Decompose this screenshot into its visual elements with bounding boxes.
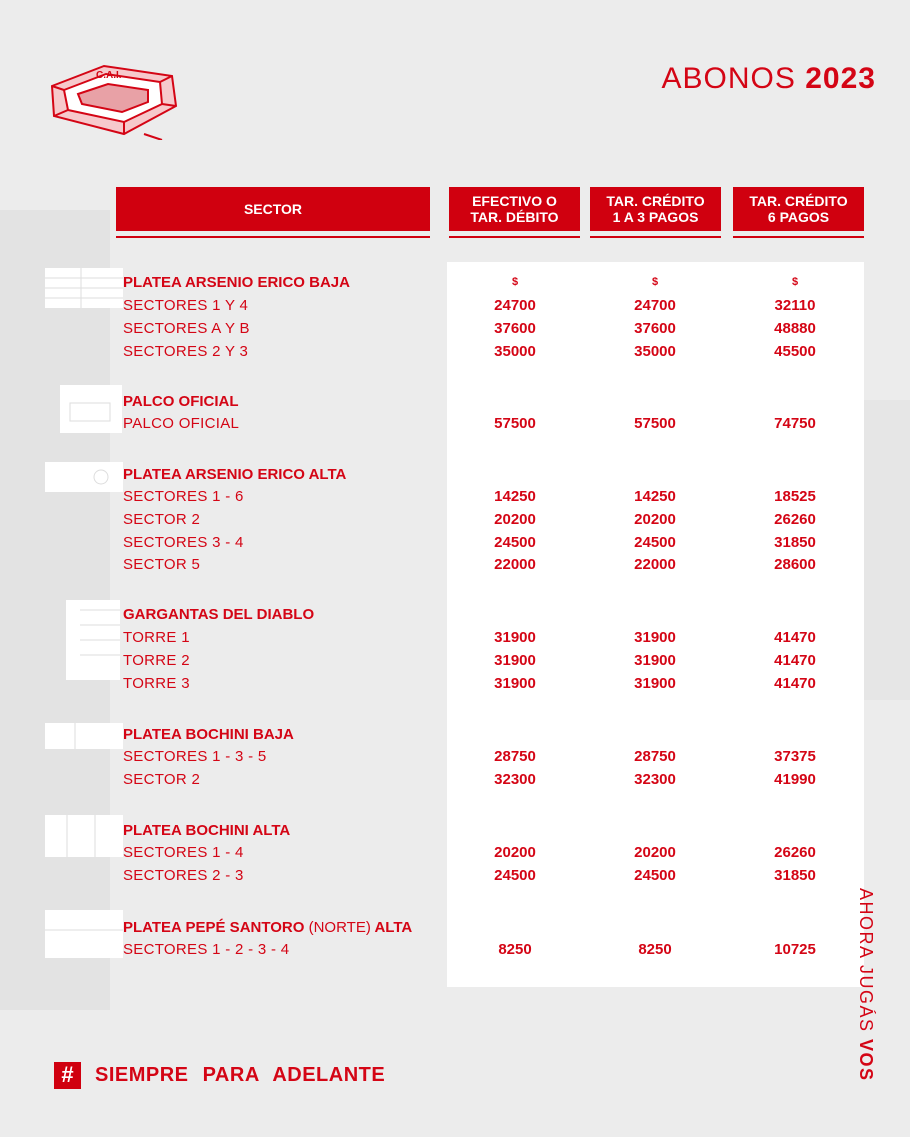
price-efectivo: 24500 (494, 534, 536, 551)
currency-symbol: $ (511, 276, 519, 288)
price-credito-6: 41470 (774, 652, 816, 669)
price-efectivo: 31900 (494, 675, 536, 692)
price-credito-6: 48880 (774, 320, 816, 337)
svg-text:C.A.I.: C.A.I. (96, 70, 122, 81)
row-label: SECTOR 2 (123, 511, 201, 528)
row-label: SECTORES 1 - 3 - 5 (123, 748, 267, 765)
price-credito-3: 20200 (634, 511, 676, 528)
price-efectivo: 14250 (494, 488, 536, 505)
price-credito-3: 28750 (634, 748, 676, 765)
sector-diagram (45, 910, 125, 965)
price-credito-6: 41470 (774, 629, 816, 646)
sector-diagram (45, 462, 125, 499)
column-header-credito-3: TAR. CRÉDITO 1 A 3 PAGOS (590, 187, 721, 231)
footer-slogan (54, 1062, 385, 1088)
price-efectivo: 24500 (494, 867, 536, 884)
section-title: PLATEA BOCHINI ALTA (123, 822, 291, 839)
section-title: GARGANTAS DEL DIABLO (123, 606, 315, 623)
row-label: SECTORES 3 - 4 (123, 534, 244, 551)
sector-diagram (66, 600, 122, 687)
price-credito-6: 37375 (774, 748, 816, 765)
row-label: SECTORES 1 Y 4 (123, 297, 249, 314)
divider (590, 236, 721, 238)
price-credito-3: 57500 (634, 415, 676, 432)
stadium-logo (44, 56, 182, 140)
row-label: TORRE 1 (123, 629, 190, 646)
price-efectivo: 32300 (494, 771, 536, 788)
price-credito-3: 22000 (634, 556, 676, 573)
hashtag-icon: # (54, 1062, 81, 1089)
row-label: SECTORES 2 Y 3 (123, 343, 249, 360)
price-credito-6: 32110 (774, 297, 816, 314)
column-header-efectivo: EFECTIVO O TAR. DÉBITO (449, 187, 580, 231)
price-credito-6: 45500 (774, 343, 816, 360)
section-title: PLATEA BOCHINI BAJA (123, 726, 294, 743)
sector-diagram (60, 385, 124, 440)
price-efectivo: 28750 (494, 748, 536, 765)
price-credito-6: 74750 (774, 415, 816, 432)
price-credito-6: 28600 (774, 556, 816, 573)
price-credito-6: 18525 (774, 488, 816, 505)
price-credito-3: 31900 (634, 629, 676, 646)
price-credito-3: 24700 (634, 297, 676, 314)
price-credito-6: 10725 (774, 941, 816, 958)
currency-symbol: $ (791, 276, 799, 288)
slogan-text: SIEMPRE PARA ADELANTE (95, 1063, 386, 1086)
row-label: SECTOR 2 (123, 771, 201, 788)
price-efectivo: 31900 (494, 652, 536, 669)
price-credito-6: 41990 (774, 771, 816, 788)
currency-symbol: $ (651, 276, 659, 288)
price-efectivo: 35000 (494, 343, 536, 360)
row-label: SECTORES A Y B (123, 320, 250, 337)
price-efectivo: 24700 (494, 297, 536, 314)
divider (116, 236, 430, 238)
row-label: SECTOR 5 (123, 556, 201, 573)
section-title: PLATEA ARSENIO ERICO ALTA (123, 466, 347, 483)
price-efectivo: 8250 (498, 941, 532, 958)
price-efectivo: 37600 (494, 320, 536, 337)
row-label: SECTORES 1 - 4 (123, 844, 244, 861)
divider (733, 236, 864, 238)
price-credito-6: 26260 (774, 844, 816, 861)
row-label: PALCO OFICIAL (123, 415, 240, 432)
sector-diagram (45, 268, 125, 315)
price-credito-3: 8250 (638, 941, 672, 958)
price-credito-3: 14250 (634, 488, 676, 505)
row-label: SECTORES 1 - 6 (123, 488, 244, 505)
row-label: TORRE 2 (123, 652, 190, 669)
row-label: TORRE 3 (123, 675, 190, 692)
price-credito-3: 35000 (634, 343, 676, 360)
section-title: PALCO OFICIAL (123, 393, 239, 410)
vertical-tagline: AHORA JUGÁS VOS (856, 888, 876, 1082)
price-credito-6: 26260 (774, 511, 816, 528)
price-credito-3: 31900 (634, 675, 676, 692)
price-efectivo: 22000 (494, 556, 536, 573)
section-title: PLATEA ARSENIO ERICO BAJA (123, 274, 350, 291)
sector-diagram (45, 815, 125, 864)
price-credito-3: 31900 (634, 652, 676, 669)
price-credito-3: 20200 (634, 844, 676, 861)
price-credito-6: 31850 (774, 534, 816, 551)
price-efectivo: 20200 (494, 844, 536, 861)
price-credito-3: 32300 (634, 771, 676, 788)
divider (449, 236, 580, 238)
price-credito-3: 24500 (634, 867, 676, 884)
price-credito-3: 37600 (634, 320, 676, 337)
price-efectivo: 20200 (494, 511, 536, 528)
price-credito-6: 31850 (774, 867, 816, 884)
price-efectivo: 31900 (494, 629, 536, 646)
sector-diagram (45, 723, 125, 756)
column-header-sector: SECTOR (116, 187, 430, 231)
row-label: SECTORES 2 - 3 (123, 867, 244, 884)
price-credito-3: 24500 (634, 534, 676, 551)
row-label: SECTORES 1 - 2 - 3 - 4 (123, 941, 290, 958)
section-title: PLATEA PEPÉ SANTORO (NORTE) ALTA (123, 919, 413, 936)
background-shape (860, 400, 910, 700)
page-title: ABONOS 2023 (661, 62, 876, 95)
column-header-credito-6: TAR. CRÉDITO 6 PAGOS (733, 187, 864, 231)
price-efectivo: 57500 (494, 415, 536, 432)
price-credito-6: 41470 (774, 675, 816, 692)
